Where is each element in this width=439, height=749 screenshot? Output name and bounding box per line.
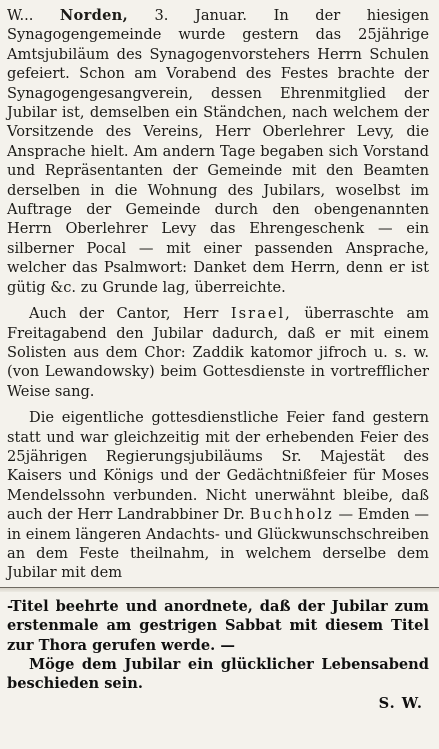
paragraph-1 (7, 6, 429, 297)
paragraph-3-text-after: — Emden — in einem längeren Andachts- und Glückwunschschreiben an dem Feste theilnahm, in welchem derselbe dem Jubilar mit dem (7, 506, 430, 582)
rabbi-name: Buchholz (249, 506, 334, 524)
article-lower-section (7, 597, 429, 713)
paragraph-3-text-before: Die eigentliche gottesdienstliche Feier fand gestern statt und war gleichzeitig mit der erhebenden Feier des 25jährigen Regierungsjubiläums Sr. Majestät des Kaisers und Königs und der Gedächtnißfeier für Moses Mendelssohn verbunden. Nicht unerwähnt bleibe, daß auch der Herr Landrabbiner Dr. (7, 409, 429, 524)
paragraph-1-body: In der hiesigen Synagogengemeinde wurde gestern das 25jährige Amtsjubiläum des Synagogenvorstehers Herrn Schulen gefeiert. Schon am Vorabend des Festes brachte der Synagogengesangverein, dessen Ehrenmitglied der Jubilar ist, demselben ein Ständchen, nach welchem der Vorsitzende des Vereins, Herr Oberlehrer Levy, die Ansprache hielt. Am andern Tage begaben sich Vorstand und Repräsentanten der Gemeinde mit den Beamten derselben in die Wohnung des Jubilars, woselbst im Auftrage der Gemeinde durch den obengenannten Herrn Oberlehrer Levy das Ehrengeschenk — ein silberner Pocal — mit einer passenden Ansprache, welcher das Psalmwort: Danket dem Herrn, denn er ist gütig &c. zu Grunde lag, überreichte. (7, 7, 430, 296)
paragraph-5: Möge dem Jubilar ein glücklicher Lebensabend beschieden sein. (7, 656, 429, 693)
paragraph-2-text-before: Auch der Cantor, Herr (29, 305, 219, 323)
signature-row (7, 694, 429, 713)
paragraph-3 (7, 408, 429, 583)
cantor-name: Israel, (230, 305, 292, 323)
paragraph-2-text-after: überraschte am Freitagabend den Jubilar dadurch, daß er mit einem Solisten aus dem Chor: Zaddik katomor jifroch u. s. w. (von Lewandowsky) beim Gottesdienste in vortrefflicher Weise sang. (7, 305, 429, 400)
paragraph-2 (7, 304, 429, 401)
dateline-date: 3. Januar. (154, 7, 248, 24)
clipping-join-divider (0, 587, 439, 592)
article-upper-section (7, 6, 429, 583)
dateline-lead: W... (7, 7, 34, 24)
dateline-place: Norden, (59, 7, 128, 24)
closing-line (7, 655, 429, 694)
paragraph-4: -Titel beehrte und anordnete, daß der Jubilar zum erstenmale am gestrigen Sabbat mit diesem Titel zur Thora gerufen werde. — (7, 597, 429, 654)
author-signature: S. W. (378, 694, 423, 712)
